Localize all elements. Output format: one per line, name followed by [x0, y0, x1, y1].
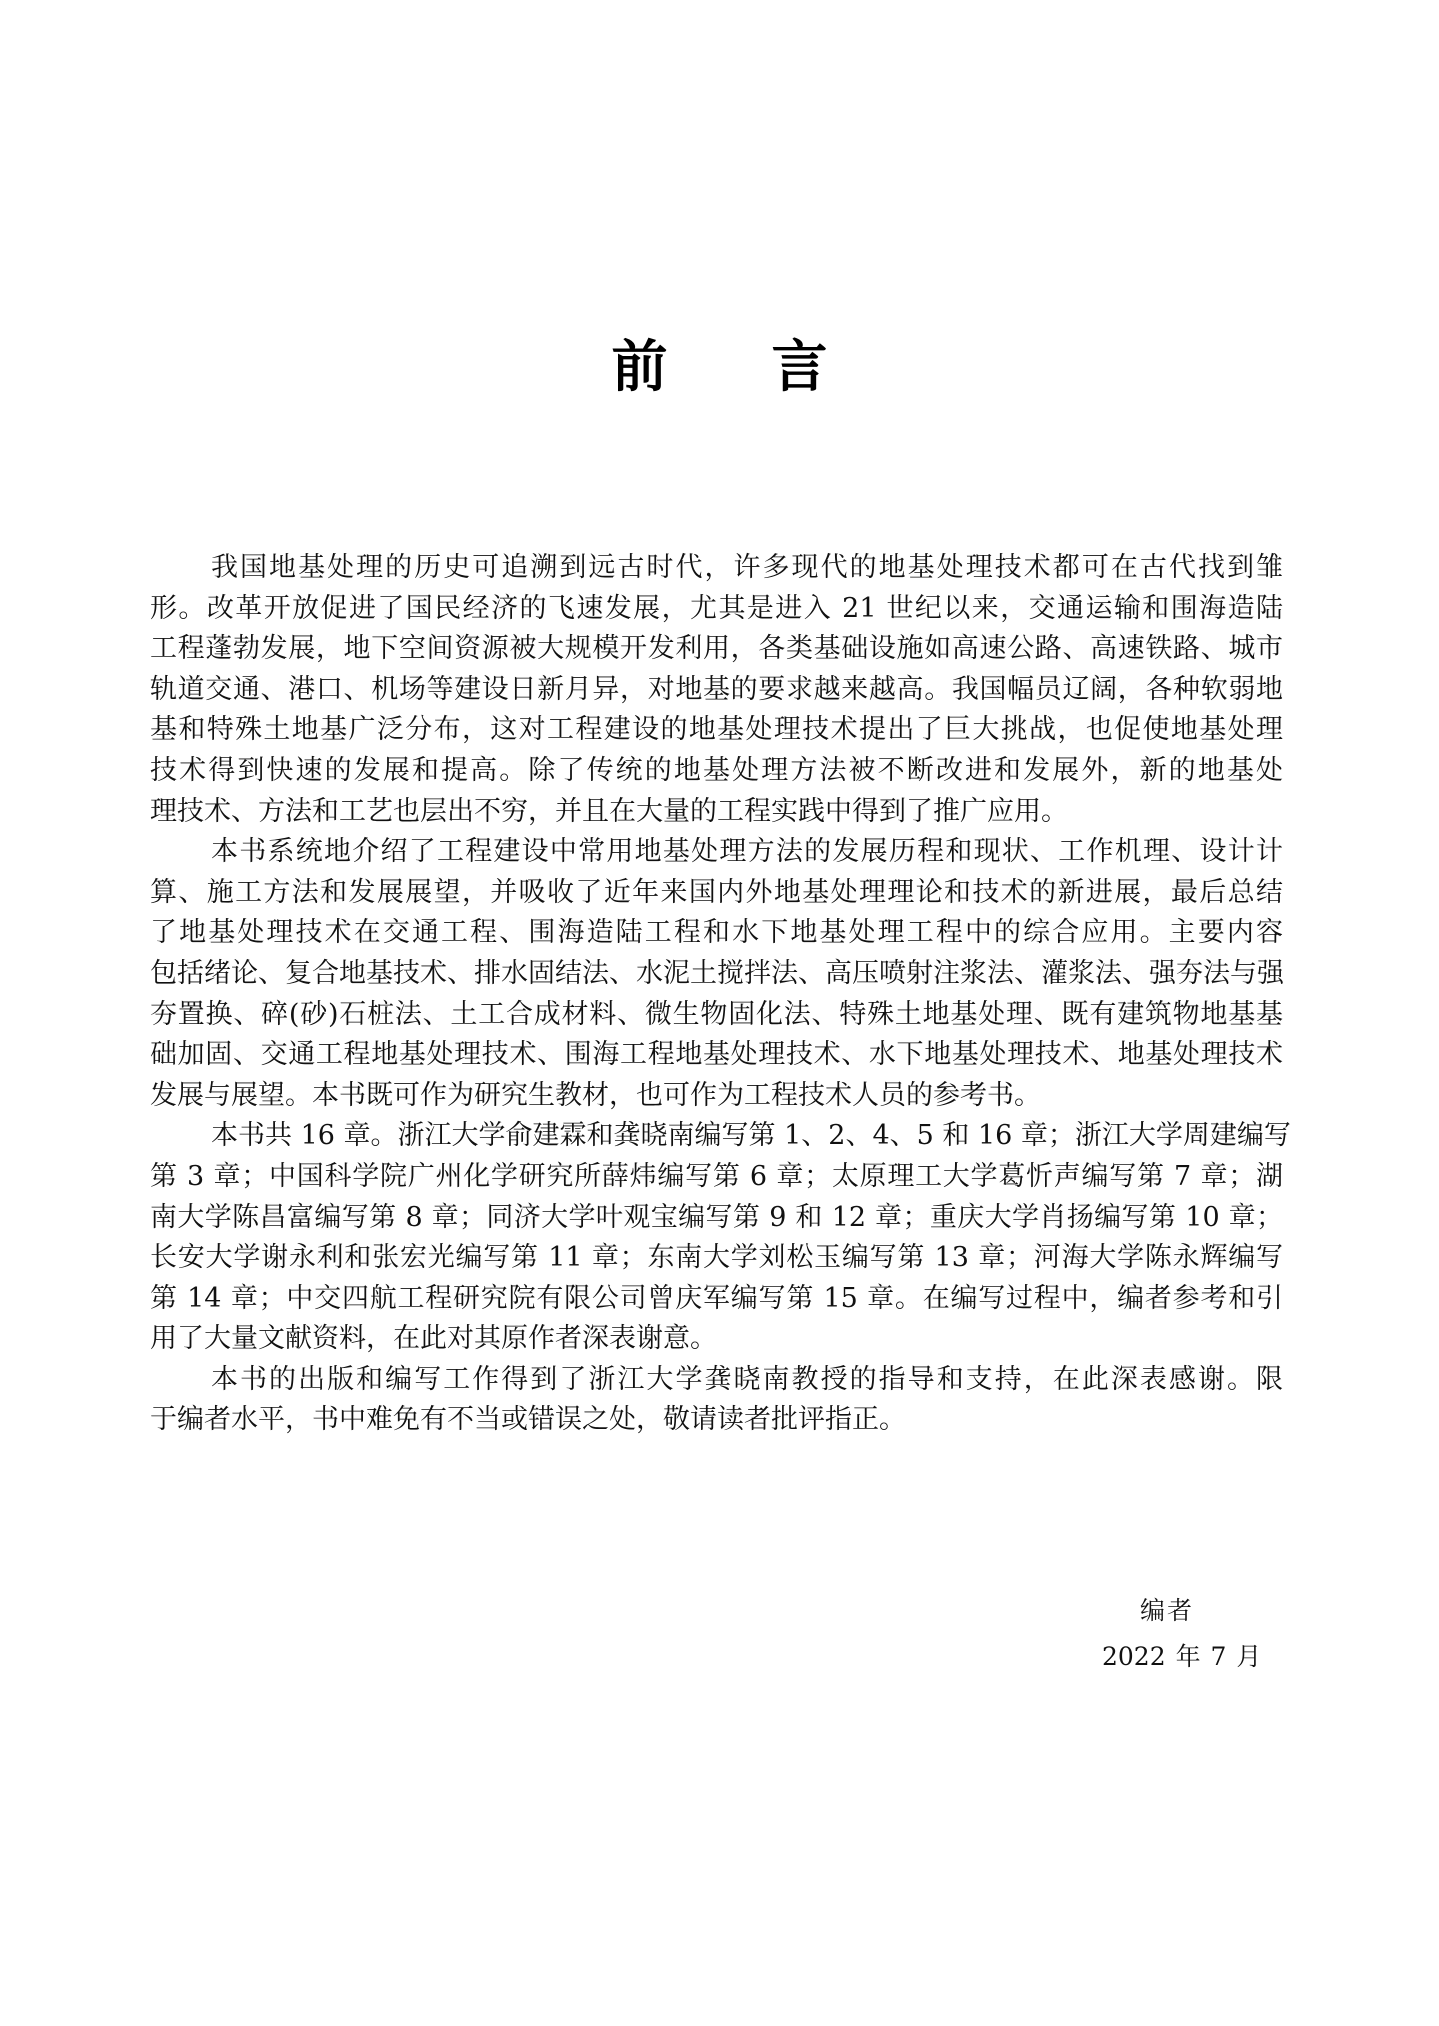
- paragraph-line: 本书共 16 章。浙江大学俞建霖和龚晓南编写第 1、2、4、5 和 16 章；浙江大学周建编写: [211, 1120, 1291, 1152]
- paragraph-line: 技术得到快速的发展和提高。除了传统的地基处理方法被不断改进和发展外，新的地基处: [150, 754, 1283, 786]
- paragraph-line: 轨道交通、港口、机场等建设日新月异，对地基的要求越来越高。我国幅员辽阔，各种软弱地: [150, 673, 1283, 705]
- paragraph-line: 本书系统地介绍了工程建设中常用地基处理方法的发展历程和现状、工作机理、设计计: [211, 836, 1283, 868]
- title-char-2: 言: [771, 335, 828, 400]
- paragraph-line: 发展与展望。本书既可作为研究生教材，也可作为工程技术人员的参考书。: [150, 1079, 1041, 1111]
- paragraph-line: 形。改革开放促进了国民经济的飞速发展，尤其是进入 21 世纪以来，交通运输和围海造陆: [150, 592, 1283, 624]
- paragraph-line: 理技术、方法和工艺也层出不穷，并且在大量的工程实践中得到了推广应用。: [150, 795, 1068, 827]
- paragraph-line: 了地基处理技术在交通工程、围海造陆工程和水下地基处理工程中的综合应用。主要内容: [150, 917, 1283, 949]
- paragraph-line: 算、施工方法和发展展望，并吸收了近年来国内外地基处理理论和技术的新进展，最后总结: [150, 876, 1283, 908]
- paragraph-line: 工程蓬勃发展，地下空间资源被大规模开发利用，各类基础设施如高速公路、高速铁路、城市: [150, 633, 1283, 665]
- preface-body: [150, 548, 1291, 1441]
- signature-author: 编者: [1140, 1596, 1195, 1625]
- paragraph-3: [150, 1116, 1291, 1360]
- paragraph-line: 第 3 章；中国科学院广州化学研究所薛炜编写第 6 章；太原理工大学葛忻声编写第 7 章；湖: [150, 1160, 1283, 1192]
- paragraph-2: [150, 832, 1283, 1116]
- paragraph-line: 础加固、交通工程地基处理技术、围海工程地基处理技术、水下地基处理技术、地基处理技术: [150, 1039, 1283, 1071]
- title-char-1: 前: [611, 335, 668, 400]
- page-title: [0, 328, 1439, 408]
- paragraph-line: 基和特殊土地基广泛分布，这对工程建设的地基处理技术提出了巨大挑战，也促使地基处理: [150, 714, 1283, 746]
- paragraph-line: 南大学陈昌富编写第 8 章；同济大学叶观宝编写第 9 和 12 章；重庆大学肖扬编写第 10 章；: [150, 1201, 1283, 1233]
- paragraph-line: 包括绪论、复合地基技术、排水固结法、水泥土搅拌法、高压喷射注浆法、灌浆法、强夯法与强: [150, 957, 1284, 989]
- paragraph-line: 本书的出版和编写工作得到了浙江大学龚晓南教授的指导和支持，在此深表感谢。限: [211, 1363, 1283, 1395]
- paragraph-line: 长安大学谢永利和张宏光编写第 11 章；东南大学刘松玉编写第 13 章；河海大学陈永辉编写: [150, 1242, 1283, 1274]
- paragraph-1: [150, 548, 1283, 832]
- paragraph-line: 我国地基处理的历史可追溯到远古时代，许多现代的地基处理技术都可在古代找到雏: [211, 552, 1283, 583]
- paragraph-4: [150, 1360, 1283, 1441]
- paragraph-line: 第 14 章；中交四航工程研究院有限公司曾庆军编写第 15 章。在编写过程中，编者参考和引: [150, 1282, 1283, 1314]
- paragraph-line: 于编者水平，书中难免有不当或错误之处，敬请读者批评指正。: [150, 1404, 906, 1436]
- paragraph-line: 夯置换、碎(砂)石桩法、土工合成材料、微生物固化法、特殊土地基处理、既有建筑物地基基: [150, 998, 1283, 1030]
- paragraph-line: 用了大量文献资料，在此对其原作者深表谢意。: [150, 1323, 717, 1355]
- signature-date: 2022 年 7 月: [1102, 1642, 1262, 1671]
